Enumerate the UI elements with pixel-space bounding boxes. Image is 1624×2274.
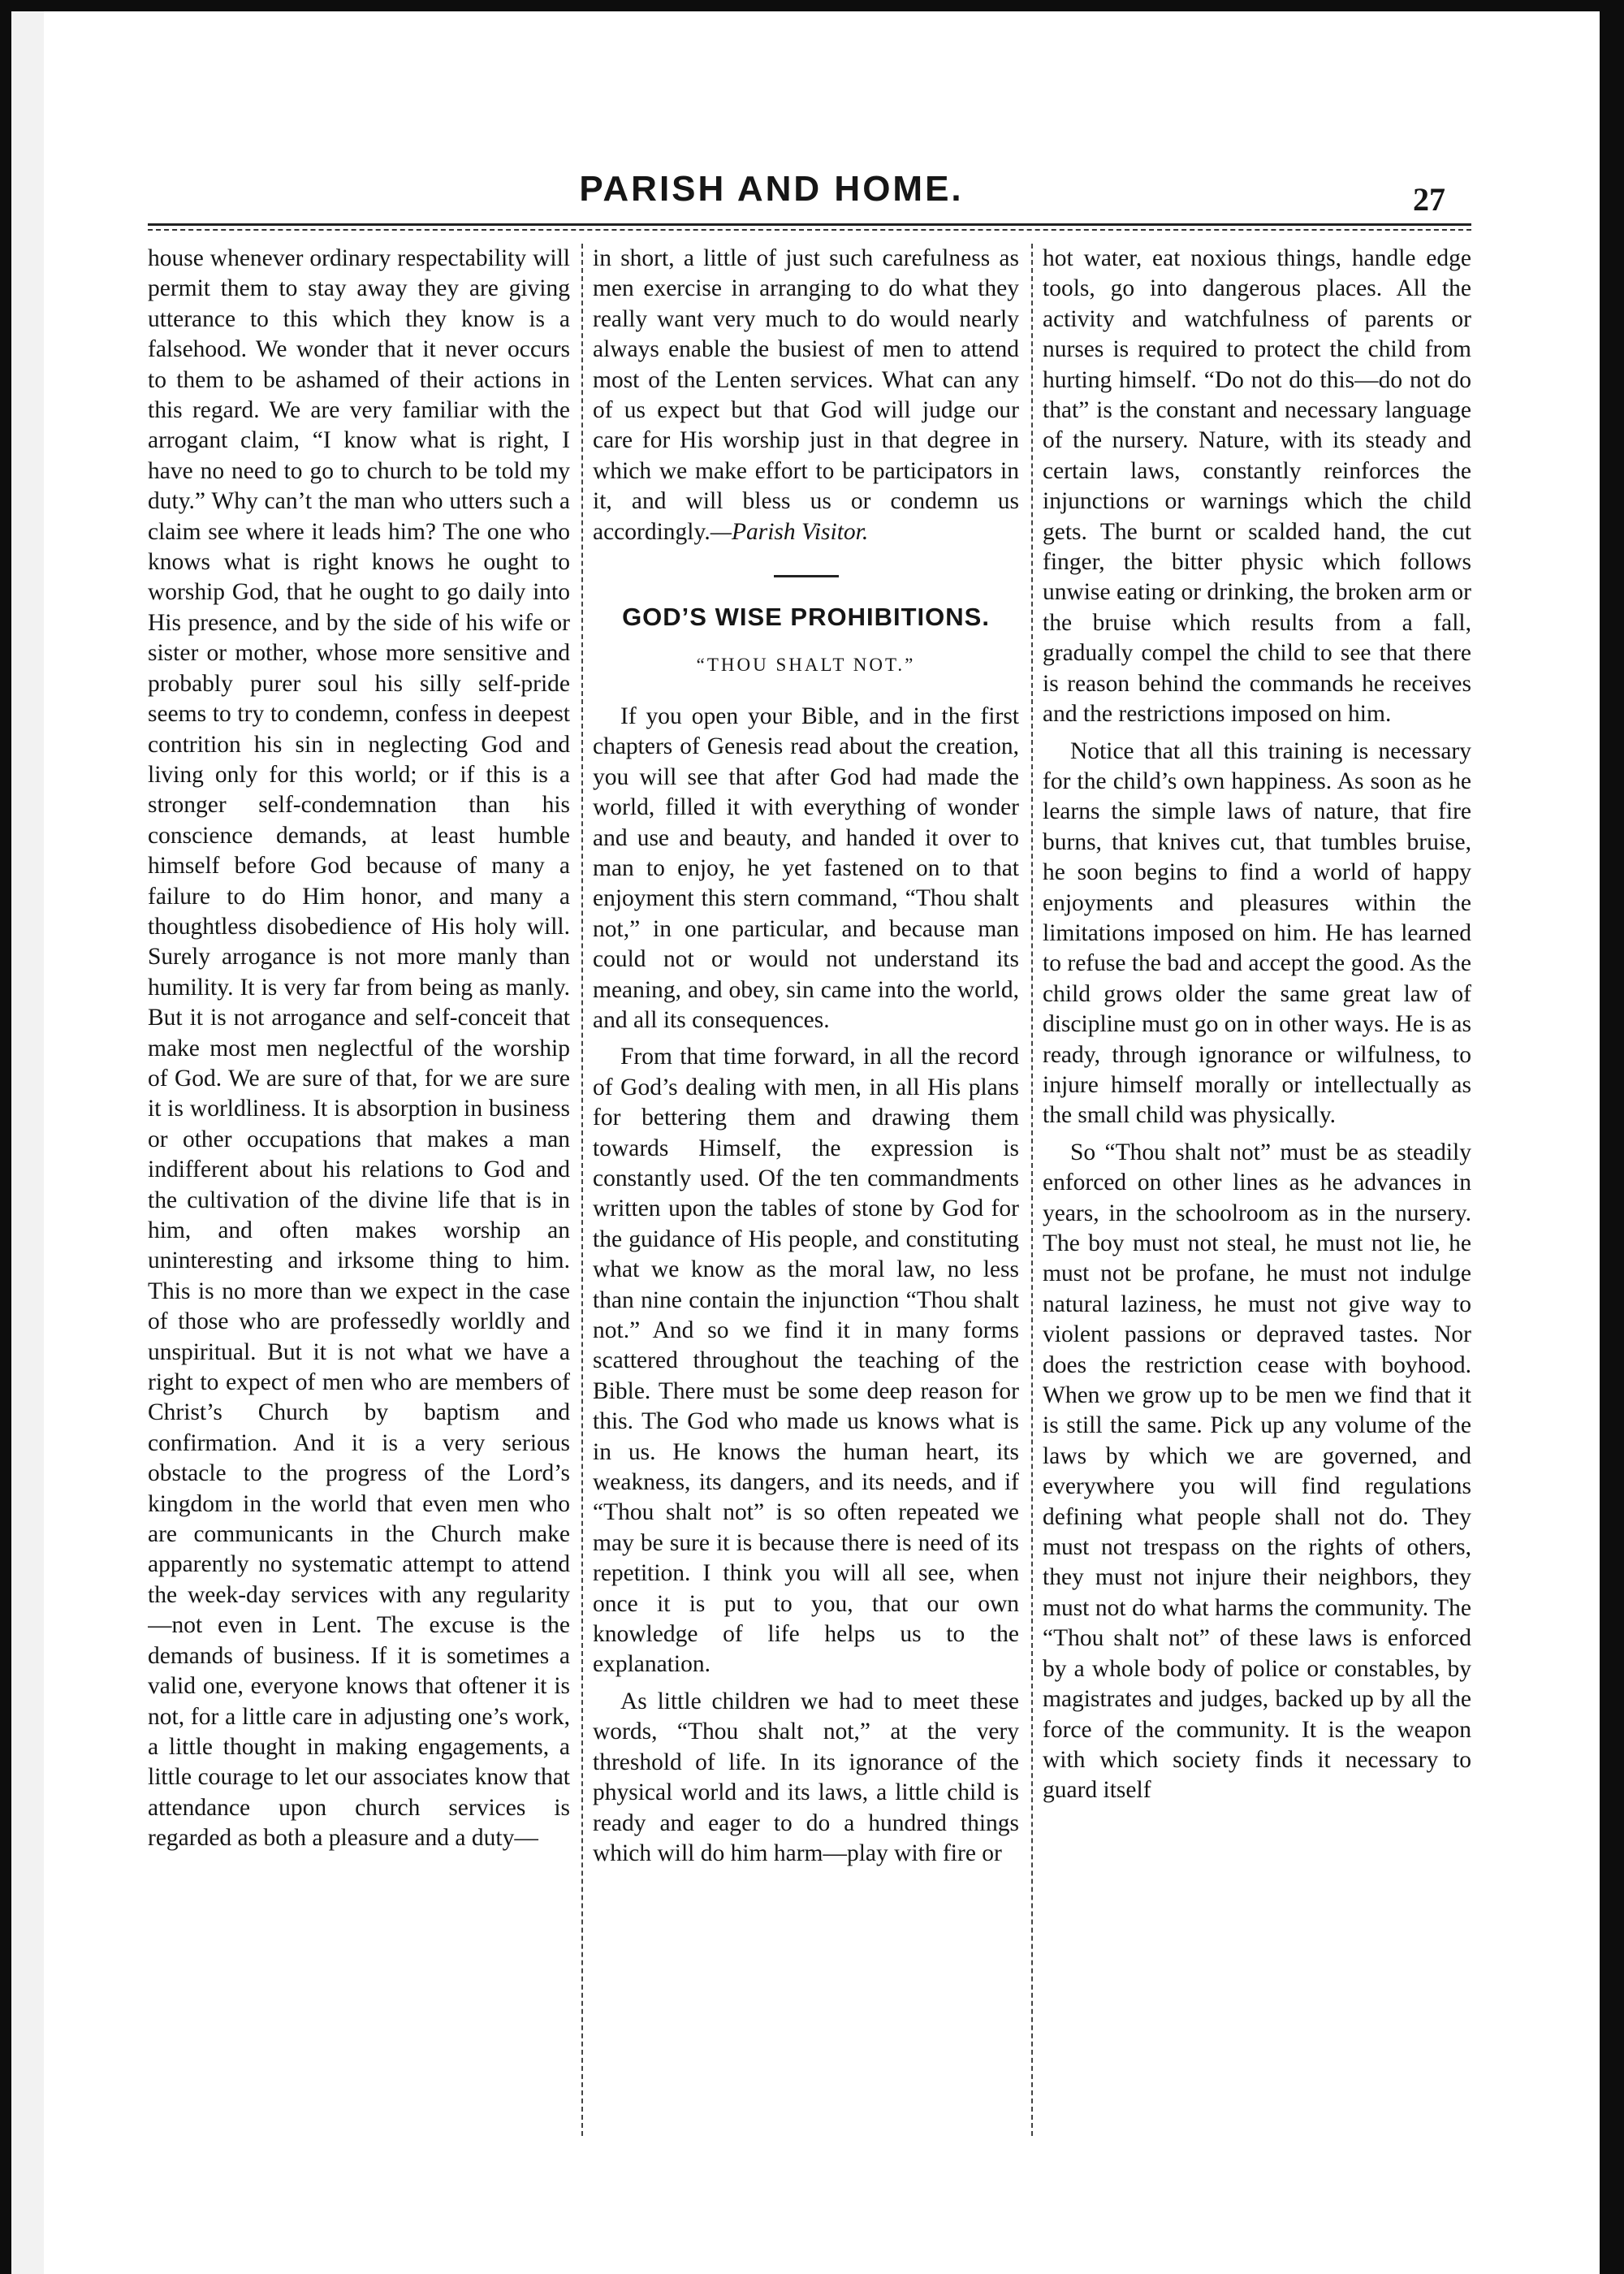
section-divider bbox=[774, 575, 839, 577]
article-subheading: “THOU SHALT NOT.” bbox=[696, 655, 916, 676]
paragraph: house whenever ordinary respectability will permit them to stay away they are giving utterance to this which they know is a falsehood. We wonder that it never occurs to them to be ashamed of their actions in this regard. We are very familiar with the arrogant claim, “I know what is right, I have no need to go to church to be told my duty.” Why can’t the man who utters such a claim see where it leads him? The one who knows what is right knows he ought to worship God, that he ought to go daily into His presence, and by the side of his wife or sister or mother, whose more sensitive and probably purer soul his silly self-pride seems to try to condemn, confess in deepest contrition his sin in neglecting God and living only for this world; or if this is a stronger self-condemnation than his conscience demands, at least humble himself before God because of many a failure to do Him honor, and many a thoughtless disobedience of His holy will. Surely arrogance is not more manly than humility. It is very far from being as manly. But it is not arrogance and self-conceit that make most men neglectful of the worship of God. We are sure of that, for we are sure it is worldliness. It is absorption in business or other occupations that makes a man indifferent about his relations to God and the cultivation of the divine life that is in him, and often makes worship an uninteresting and irksome thing to him. This is no more than we expect in the case of those who are professedly worldly and unspiritual. But it is not what we have a right to expect of men who are members of Christ’s Church by baptism and confirmation. And it is a very serious obstacle to the progress of the Lord’s kingdom in the world that even men who are communicants in the Church make apparently no systematic attempt to attend the week-day services with any regularity—not even in Lent. The excuse is the demands of business. If it is sometimes a valid one, everyone knows that oftener it is not, for a little care in adjusting one’s work, a little thought in making engagements, a little courage to let our associates know that attendance upon church services is regarded as both a pleasure and a duty— bbox=[148, 245, 570, 1852]
header-rule-dashed bbox=[148, 229, 1471, 231]
scan-border-left bbox=[0, 0, 11, 2274]
column-divider bbox=[581, 244, 583, 2136]
paragraph-text: in short, a little of just such carefulness as men exercise in arranging to do what they really want very much to do would nearly always enable the busiest of men to attend most of the Lenten services. What can any of us expect but that God will judge our care for His worship just in that degree in which we make effort to be participators in it, and will bless us or condemn us accordingly. bbox=[593, 245, 1019, 545]
paragraph: If you open your Bible, and in the first chapters of Genesis read about the creation, you will see that after God had made the world, filled it with everything of wonder and use and beauty, and handed it over to man to enjoy, he yet fastened on to that enjoyment this stern command, “Thou shalt not,” in one particular, and because man could not or would not understand its meaning, and obey, sin came into the world, and all its consequences. bbox=[593, 703, 1019, 1033]
page-number: 27 bbox=[1413, 181, 1445, 218]
column-2 bbox=[593, 244, 1019, 2136]
scan-border-top bbox=[0, 0, 1624, 11]
citation: —Parish Visitor. bbox=[710, 518, 869, 545]
header-rule bbox=[148, 223, 1471, 226]
scan-margin-shadow bbox=[11, 11, 44, 2274]
column-divider bbox=[1031, 244, 1033, 2136]
paragraph: So “Thou shalt not” must be as steadily enforced on other lines as he advances in years, in the schoolroom as in the nursery. The boy must not steal, he must not lie, he must not be profane, he must not indulge natural laziness, he must not give way to violent passions or depraved tastes. Nor does the restriction cease with boyhood. When we grow up to be men we find that it is still the same. Pick up any volume of the laws by which we are governed, and everywhere you will find regulations defining what people shall not do. They must not trespass on the rights of others, they must not injure their neighbors, they must not do what harms the community. The “Thou shalt not” of these laws is enforced by a whole body of police or constables, by magistrates and judges, backed up by all the force of the community. It is the weapon with which society finds it necessary to guard itself bbox=[1043, 1139, 1471, 1804]
page-title: PARISH AND HOME. bbox=[579, 169, 964, 209]
column-3 bbox=[1043, 244, 1471, 2136]
paragraph: Notice that all this training is necessary for the child’s own happiness. As soon as he learns the simple laws of nature, that fire burns, that knives cut, that tumbles bruise, he soon begins to find a world of happy enjoyments and pleasures within the limitations imposed on him. He has learned to refuse the bad and accept the good. As the child grows older the same great law of discipline must go on in other ways. He is as ready, through ignorance or wilfulness, to injure himself morally or intellectually as the small child was physically. bbox=[1043, 737, 1471, 1129]
paragraph: From that time forward, in all the record of God’s dealing with men, in all His plans for bettering them and drawing them towards Himself, the expression is constantly used. Of the ten commandments written upon the tables of stone by God for the guidance of His people, and constituting what we know as the moral law, no less than nine contain the injunction “Thou shalt not.” And so we find it in many forms scattered throughout the teaching of the Bible. There must be some deep reason for this. The God who made us knows what is in us. He knows the human heart, its weakness, its dangers, and its needs, and if “Thou shalt not” is so often repeated we may be sure it is because there is need of its repetition. I think you will all see, when once it is put to you, that our own knowledge of life helps us to the explanation. bbox=[593, 1044, 1019, 1678]
column-1 bbox=[148, 244, 570, 2136]
paragraph: hot water, eat noxious things, handle edge tools, go into dangerous places. All the activity and watchfulness of parents or nurses is required to protect the child from hurting himself. “Do not do this—do not do that” is the constant and necessary language of the nursery. Nature, with its steady and certain laws, constantly reinforces the injunctions or warnings which the child gets. The burnt or scalded hand, the cut finger, the bitter physic which follows unwise eating or drinking, the broken arm or the bruise which results from a fall, gradually compel the child to see that there is reason behind the commands he receives and the restrictions imposed on him. bbox=[1043, 245, 1471, 728]
paragraph bbox=[593, 244, 1019, 547]
article-heading: GOD’S WISE PROHIBITIONS. bbox=[622, 603, 990, 632]
paragraph: As little children we had to meet these words, “Thou shalt not,” at the very threshold of life. In its ignorance of the physical world and its laws, a little child is ready and eager to do a hundred things which will do him harm—play with fire or bbox=[593, 1688, 1019, 1866]
scan-border-right bbox=[1600, 0, 1624, 2274]
